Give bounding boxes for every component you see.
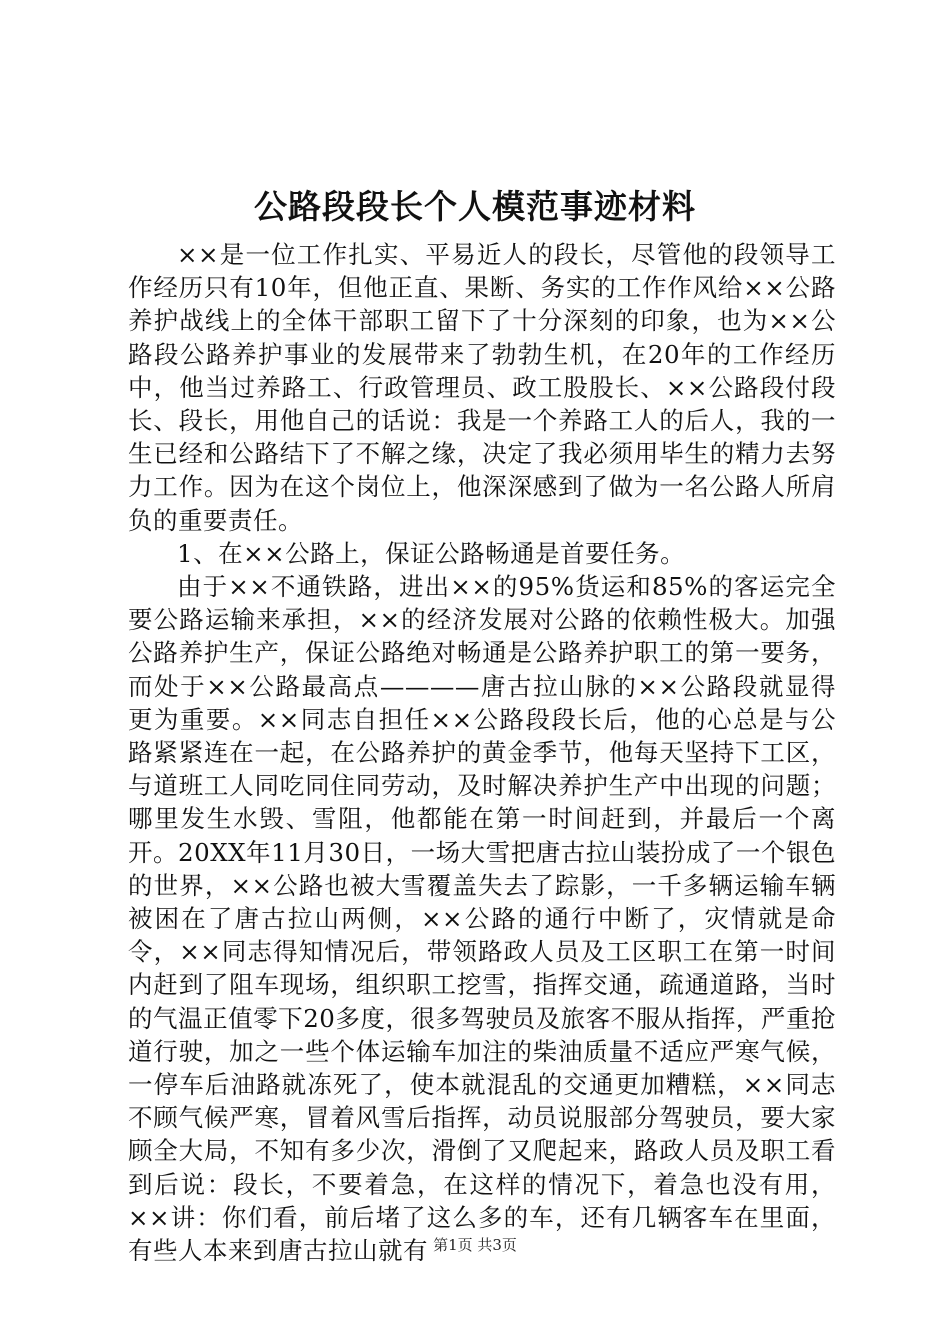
paragraph-section-heading: 1、在××公路上，保证公路畅通是首要任务。 <box>177 538 686 568</box>
document-body <box>128 238 836 1267</box>
document-title: 公路段段长个人模范事迹材料 <box>254 187 696 226</box>
paragraph-intro: ××是一位工作扎实、平易近人的段长，尽管他的段领导工作经历只有10年，但他正直、果断、务实的工作作风给××公路养护战线上的全体干部职工留下了十分深刻的印象，也为××公路段公路养护事业的发展带来了勃勃生机，在20年的工作经历中，他当过养路工、行政管理员、政工股股长、××公路段付段长、段长，用他自己的话说：我是一个养路工人的后人，我的一生已经和公路结下了不解之缘，决定了我必须用毕生的精力去努力工作。因为在这个岗位上，他深深感到了做为一名公路人所肩负的重要责任。 <box>128 240 836 535</box>
page-footer: 第1页 共3页 <box>433 1236 517 1254</box>
paragraph-section-body: 由于××不通铁路，进出××的95%货运和85%的客运完全要公路运输来承担，××的经济发展对公路的依赖性极大。加强公路养护生产，保证公路绝对畅通是公路养护职工的第一要务，而处于××公路最高点————唐古拉山脉的××公路段就显得更为重要。××同志自担任××公路段段长后，他的心总是与公路紧紧连在一起，在公路养护的黄金季节，他每天坚持下工区，与道班工人同吃同住同劳动，及时解决养护生产中出现的问题；哪里发生水毁、雪阻，他都能在第一时间赶到，并最后一个离开。20XX年11月30日，一场大雪把唐古拉山装扮成了一个银色的世界，××公路也被大雪覆盖失去了踪影，一千多辆运输车辆被困在了唐古拉山两侧，××公路的通行中断了，灾情就是命令，××同志得知情况后，带领路政人员及工区职工在第一时间内赶到了阻车现场，组织职工挖雪，指挥交通，疏通道路，当时的气温正值零下20多度，很多驾驶员及旅客不服从指挥，严重抢道行驶，加之一些个体运输车加注的柴油质量不适应严寒气候，一停车后油路就冻死了，使本就混乱的交通更加糟糕，××同志不顾气候严寒，冒着风雪后指挥，动员说服部分驾驶员，要大家顾全大局，不知有多少次，滑倒了又爬起来，路政人员及职工看到后说：段长，不要着急，在这样的情况下，着急也没有用，××讲：你们看，前后堵了这么多的车，还有几辆客车在里面，有些人本来到唐古拉山就有 <box>128 572 836 1266</box>
